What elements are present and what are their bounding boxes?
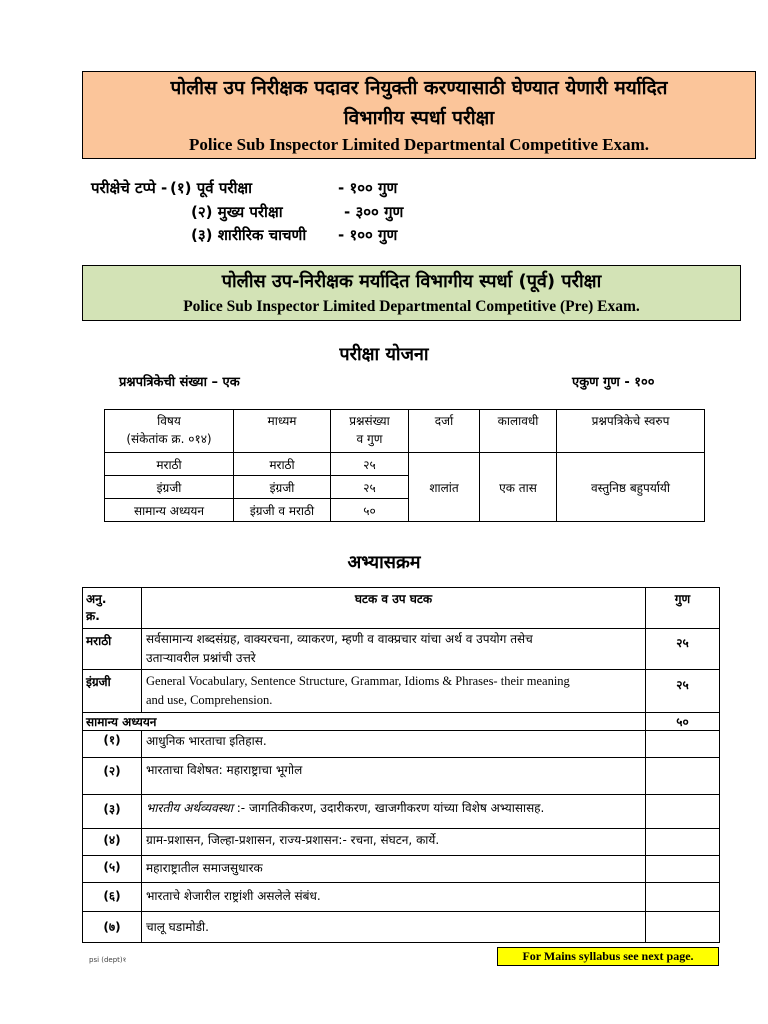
table-row — [83, 795, 720, 829]
subject-cell: सामान्य अध्ययन — [105, 499, 234, 522]
header-box — [82, 71, 756, 159]
column-header — [409, 410, 480, 453]
table-row — [83, 731, 720, 758]
column-header-text: कालावधी — [497, 414, 539, 428]
stage-marks: - १०० गुण — [338, 226, 398, 244]
topic-cell: महाराष्ट्रातील समाजसुधारक — [142, 856, 646, 883]
scheme-heading: परीक्षा योजना — [339, 344, 429, 365]
level-cell: शालांत — [409, 453, 480, 522]
page-code: psi (dept)१ — [89, 956, 127, 964]
item-number: (२) — [83, 758, 142, 795]
scheme-table — [104, 409, 705, 522]
stage-marks: - १०० गुण — [338, 179, 398, 197]
marks-cell — [646, 912, 720, 943]
topic-text: and use, Comprehension. — [146, 693, 273, 707]
table-row — [83, 829, 720, 856]
topic-cell: भारताचे शेजारील राष्ट्रांशी असलेले संबंध. — [142, 883, 646, 912]
marks-cell: २५ — [331, 476, 409, 499]
column-header — [105, 410, 234, 453]
topic-header: घटक व उप घटक — [142, 588, 646, 629]
column-header — [234, 410, 331, 453]
topic-text: :- जागतिकीकरण, उदारीकरण, खाजगीकरण यांच्या विशेष अभ्यासासह. — [232, 801, 545, 815]
table-header-row — [83, 588, 720, 629]
title-marathi-line2: विभागीय स्पर्धा परीक्षा — [343, 107, 495, 129]
marks-cell — [646, 731, 720, 758]
topic-cell: चालू घडामोडी. — [142, 912, 646, 943]
topic-text: सर्वसामान्य शब्दसंग्रह, वाक्यरचना, व्याकरण, म्हणी व वाक्प्रचार यांचा अर्थ व उपयोग तसेच — [146, 632, 533, 646]
duration-cell: एक तास — [480, 453, 557, 522]
subject-label: इंग्रजी — [83, 670, 142, 713]
column-header-text: दर्जा — [434, 414, 454, 428]
pre-exam-box — [82, 265, 741, 321]
topic-cell — [142, 670, 646, 713]
sr-header-text: क्र. — [86, 609, 100, 623]
table-row — [83, 713, 720, 731]
marks-cell — [646, 758, 720, 795]
syllabus-table — [82, 587, 720, 943]
table-row — [83, 912, 720, 943]
column-header-text: विषय — [157, 414, 181, 428]
syllabus-heading: अभ्यासक्रम — [347, 552, 421, 573]
pre-title-marathi: पोलीस उप-निरीक्षक मर्यादित विभागीय स्पर्धा (पूर्व) परीक्षा — [221, 271, 602, 292]
table-row — [83, 670, 720, 713]
column-header-text: प्रश्नसंख्या — [349, 414, 390, 428]
table-row — [83, 629, 720, 670]
stage-name: (३) शारीरिक चाचणी — [191, 226, 307, 244]
subject-cell: मराठी — [105, 453, 234, 476]
marks-cell — [646, 829, 720, 856]
topic-cell: आधुनिक भारताचा इतिहास. — [142, 731, 646, 758]
topic-cell: ग्राम-प्रशासन, जिल्हा-प्रशासन, राज्य-प्रशासन:- रचना, संघटन, कार्ये. — [142, 829, 646, 856]
papers-count: प्रश्नपत्रिकेची संख्या – एक — [119, 375, 240, 390]
column-header — [480, 410, 557, 453]
table-row — [83, 758, 720, 795]
title-marathi-line1: पोलीस उप निरीक्षक पदावर नियुक्ती करण्यासाठी घेण्यात येणारी मर्यादित — [170, 77, 668, 99]
total-marks: एकुण गुण - १०० — [572, 375, 655, 390]
subject-cell: इंग्रजी — [105, 476, 234, 499]
item-number: (३) — [83, 795, 142, 829]
marks-cell: ५० — [646, 713, 720, 731]
sr-header-text: अनु. — [86, 592, 107, 606]
table-row — [83, 883, 720, 912]
item-number: (४) — [83, 829, 142, 856]
stage-marks: - ३०० गुण — [344, 203, 404, 221]
column-header-text: (संकेतांक क्र. ०१४) — [126, 432, 212, 446]
pre-title-english: Police Sub Inspector Limited Departmental Competitive (Pre) Exam. — [183, 298, 640, 315]
marks-cell — [646, 795, 720, 829]
stages-label: परीक्षेचे टप्पे - — [91, 179, 168, 197]
marks-header: गुण — [646, 588, 720, 629]
column-header-text: व गुण — [356, 432, 383, 446]
marks-cell: २५ — [646, 629, 720, 670]
table-row — [105, 453, 705, 476]
topic-text: उताऱ्यावरील प्रश्नांची उत्तरे — [146, 651, 256, 665]
item-number: (७) — [83, 912, 142, 943]
column-header — [331, 410, 409, 453]
subject-label: मराठी — [83, 629, 142, 670]
table-row — [83, 856, 720, 883]
column-header-text: माध्यम — [267, 414, 297, 428]
stage-name: (२) मुख्य परीक्षा — [191, 203, 283, 221]
stage-name: (१) पूर्व परीक्षा — [170, 179, 252, 197]
marks-cell — [646, 883, 720, 912]
column-header-text: प्रश्नपत्रिकेचे स्वरुप — [591, 414, 670, 428]
marks-cell: २५ — [331, 453, 409, 476]
medium-cell: इंग्रजी — [234, 476, 331, 499]
subject-label: सामान्य अध्ययन — [83, 713, 646, 731]
item-number: (६) — [83, 883, 142, 912]
topic-text-italic: भारतीय अर्थव्यवस्था — [146, 801, 233, 815]
topic-text: General Vocabulary, Sentence Structure, Grammar, Idioms & Phrases- their meaning — [146, 674, 570, 688]
topic-cell: भारताचा विशेषत: महाराष्ट्राचा भूगोल — [142, 758, 646, 795]
marks-cell: ५० — [331, 499, 409, 522]
medium-cell: इंग्रजी व मराठी — [234, 499, 331, 522]
item-number: (५) — [83, 856, 142, 883]
topic-cell — [142, 795, 646, 829]
column-header — [557, 410, 705, 453]
medium-cell: मराठी — [234, 453, 331, 476]
marks-cell: २५ — [646, 670, 720, 713]
mains-note: For Mains syllabus see next page. — [497, 947, 719, 966]
format-cell: वस्तुनिष्ठ बहुपर्यायी — [557, 453, 705, 522]
item-number: (१) — [83, 731, 142, 758]
sr-header — [83, 588, 142, 629]
topic-cell — [142, 629, 646, 670]
table-header-row — [105, 410, 705, 453]
marks-cell — [646, 856, 720, 883]
title-english: Police Sub Inspector Limited Departmental Competitive Exam. — [188, 135, 650, 154]
